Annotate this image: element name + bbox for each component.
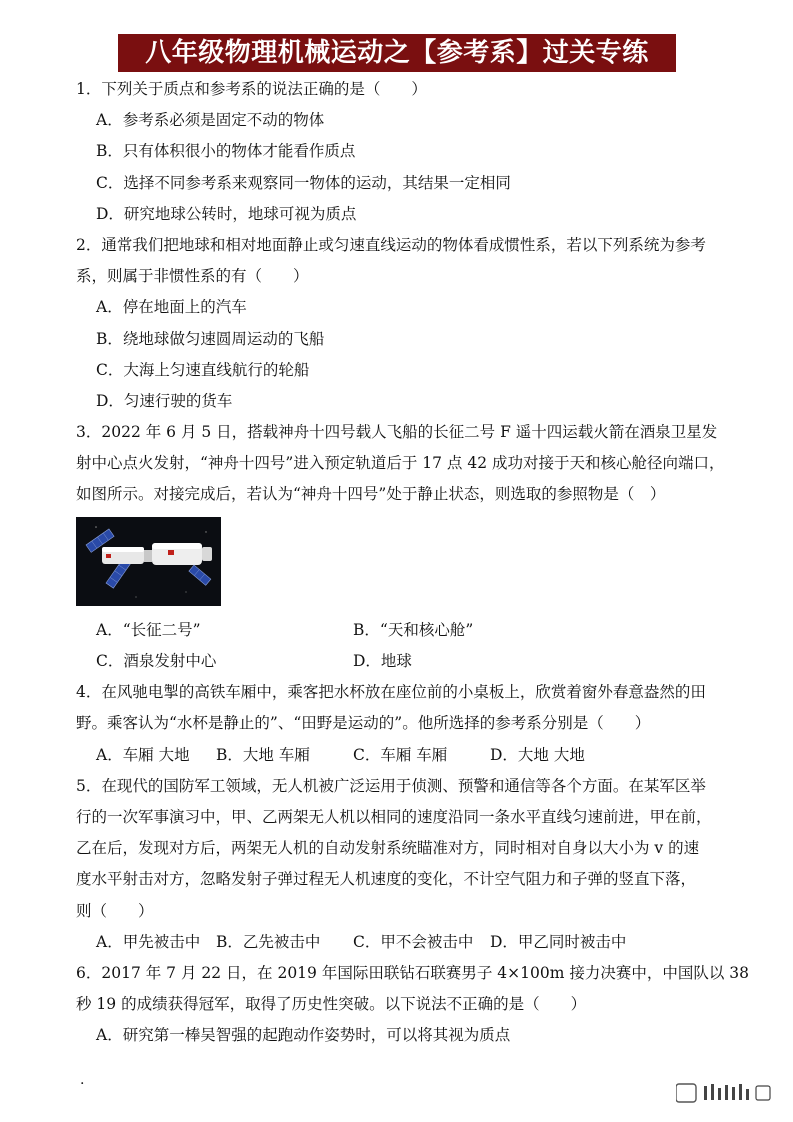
question-1-option-a: A．参考系必须是固定不动的物体 <box>96 111 325 129</box>
question-6-stem-line-2: 秒 19 的成绩获得冠军，取得了历史性突破。以下说法不正确的是（ ） <box>76 995 587 1013</box>
question-4-option-a: A．车厢 大地 <box>96 746 190 764</box>
question-1-stem: 1．下列关于质点和参考系的说法正确的是（ ） <box>76 80 427 98</box>
question-5-stem-line-2: 行的一次军事演习中，甲、乙两架无人机以相同的速度沿同一条水平直线匀速前进，甲在前， <box>76 808 712 826</box>
question-3-option-a: A．“长征二号” <box>96 621 201 639</box>
question-3-option-d: D．地球 <box>353 652 412 670</box>
question-2-option-c: C．大海上匀速直线航行的轮船 <box>96 361 310 379</box>
question-3-option-b: B．“天和核心舱” <box>353 621 474 639</box>
question-2-stem-line-2: 系，则属于非惯性系的有（ ） <box>76 267 309 285</box>
question-4-stem-line-2: 野。乘客认为“水杯是静止的”、“田野是运动的”。他所选择的参考系分别是（ ） <box>76 714 651 732</box>
question-2-option-a: A．停在地面上的汽车 <box>96 298 247 316</box>
question-5-option-a: A．甲先被击中 <box>96 933 201 951</box>
question-1-option-c: C．选择不同参考系来观察同一物体的运动，其结果一定相同 <box>96 174 511 192</box>
question-5-stem-line-1: 5．在现代的国防军工领域，无人机被广泛运用于侦测、预警和通信等各个方面。在某军区举 <box>76 777 706 795</box>
question-5-option-c: C．甲不会被击中 <box>353 933 474 951</box>
footer-dot: . <box>80 1072 85 1088</box>
question-1-option-b: B．只有体积很小的物体才能看作质点 <box>96 142 356 160</box>
question-5-stem-line-3: 乙在后，发现对方后，两架无人机的自动发射系统瞄准对方，同时相对自身以大小为 v 的速 <box>76 839 700 857</box>
question-4-option-d: D．大地 大地 <box>490 746 585 764</box>
question-3-stem-line-2: 射中心点火发射，“神舟十四号”进入预定轨道后于 17 点 42 成功对接于天和核心舱径向端口， <box>76 454 725 472</box>
question-4-option-c: C．车厢 车厢 <box>353 746 448 764</box>
question-3-stem-line-3: 如图所示。对接完成后，若认为“神舟十四号”处于静止状态，则选取的参照物是（ ） <box>76 485 666 503</box>
question-2-option-b: B．绕地球做匀速圆周运动的飞船 <box>96 330 325 348</box>
question-4-option-b: B．大地 车厢 <box>216 746 310 764</box>
question-3-stem-line-1: 3．2022 年 6 月 5 日，搭载神舟十四号载人飞船的长征二号 F 遥十四运载火箭在酒泉卫星发 <box>76 423 718 441</box>
page-title: 八年级物理机械运动之【参考系】过关专练 <box>118 34 676 72</box>
question-4-stem-line-1: 4．在风驰电掣的高铁车厢中，乘客把水杯放在座位前的小桌板上，欣赏着窗外春意盎然的田 <box>76 683 706 701</box>
question-2-option-d: D．匀速行驶的货车 <box>96 392 233 410</box>
question-3-option-c: C．酒泉发射中心 <box>96 652 217 670</box>
watermark-icon <box>676 1082 776 1104</box>
space-station-image <box>76 517 221 606</box>
question-6-option-a: A．研究第一棒吴智强的起跑动作姿势时，可以将其视为质点 <box>96 1026 511 1044</box>
question-5-stem-line-4: 度水平射击对方，忽略发射子弹过程无人机速度的变化，不计空气阻力和子弹的竖直下落， <box>76 870 697 888</box>
question-6-stem-line-1: 6．2017 年 7 月 22 日，在 2019 年国际田联钻石联赛男子 4×100m 接力决赛中，中国队以 38 <box>76 964 749 982</box>
question-5-stem-line-5: 则（ ） <box>76 902 154 920</box>
question-1-option-d: D．研究地球公转时，地球可视为质点 <box>96 205 357 223</box>
question-2-stem-line-1: 2．通常我们把地球和相对地面静止或匀速直线运动的物体看成惯性系，若以下列系统为参考 <box>76 236 706 254</box>
question-5-option-b: B．乙先被击中 <box>216 933 321 951</box>
question-5-option-d: D．甲乙同时被击中 <box>490 933 627 951</box>
